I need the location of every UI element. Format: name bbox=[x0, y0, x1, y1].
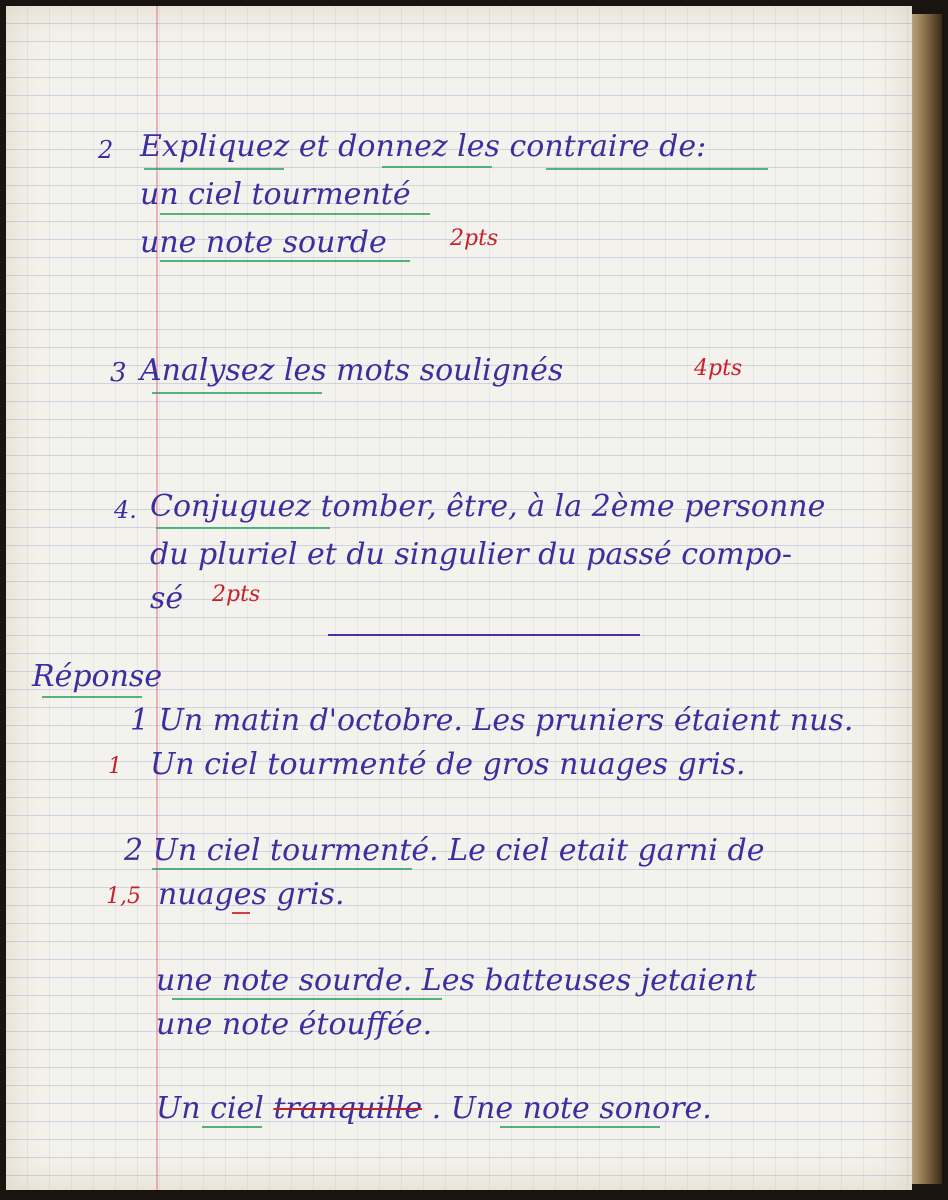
answer2-grade: 1,5 bbox=[106, 884, 141, 909]
underline bbox=[546, 168, 768, 170]
answer2-line5 bbox=[156, 1091, 712, 1126]
q3-number: 3 bbox=[110, 358, 127, 388]
q3-points: 4pts bbox=[694, 356, 743, 381]
answer1-line1: 1 Un matin d'octobre. Les pruniers étaient nus. bbox=[130, 703, 854, 738]
answer2-line5-b: . Une note sonore. bbox=[431, 1091, 712, 1126]
q2-line1: Expliquez et donnez les contraire de: bbox=[140, 129, 707, 164]
q2-points: 2pts bbox=[450, 226, 499, 251]
q4-number: 4. bbox=[114, 496, 137, 524]
q2-line2: un ciel tourmenté bbox=[140, 177, 411, 212]
notebook-page bbox=[6, 6, 912, 1190]
underline bbox=[152, 868, 412, 870]
answer1-grade: 1 bbox=[108, 754, 122, 779]
answer2-line5-a: Un ciel bbox=[156, 1091, 264, 1126]
answer1-line2: Un ciel tourmenté de gros nuages gris. bbox=[150, 747, 746, 782]
underline bbox=[152, 392, 322, 394]
answer2-line4: une note étouffée. bbox=[156, 1007, 433, 1042]
answer2-line1: 2 Un ciel tourmenté. Le ciel etait garni de bbox=[124, 833, 765, 868]
separator-line bbox=[328, 634, 640, 636]
correction-mark bbox=[232, 912, 250, 914]
q4-line3: sé bbox=[150, 581, 184, 616]
q4-line2: du pluriel et du singulier du passé compo- bbox=[150, 537, 793, 572]
answer2-line2: nuages gris. bbox=[158, 877, 345, 912]
underline bbox=[144, 168, 284, 170]
underline bbox=[500, 1126, 660, 1128]
q4-points: 2pts bbox=[212, 582, 261, 607]
q3-line1: Analysez les mots soulignés bbox=[140, 353, 564, 388]
q2-number: 2 bbox=[98, 136, 114, 164]
underline bbox=[202, 1126, 262, 1128]
response-heading: Réponse bbox=[32, 659, 163, 694]
notebook-edge bbox=[912, 14, 942, 1184]
underline bbox=[172, 998, 442, 1000]
answer2-struck-word: tranquille bbox=[273, 1091, 423, 1126]
underline bbox=[156, 527, 330, 529]
underline bbox=[160, 260, 410, 262]
answer2-line3: une note sourde. Les batteuses jetaient bbox=[156, 963, 757, 998]
q4-line1: Conjuguez tomber, être, à la 2ème personne bbox=[150, 489, 826, 524]
underline bbox=[160, 213, 430, 215]
underline bbox=[42, 696, 142, 698]
underline bbox=[382, 166, 492, 168]
q2-line3: une note sourde bbox=[140, 225, 387, 260]
